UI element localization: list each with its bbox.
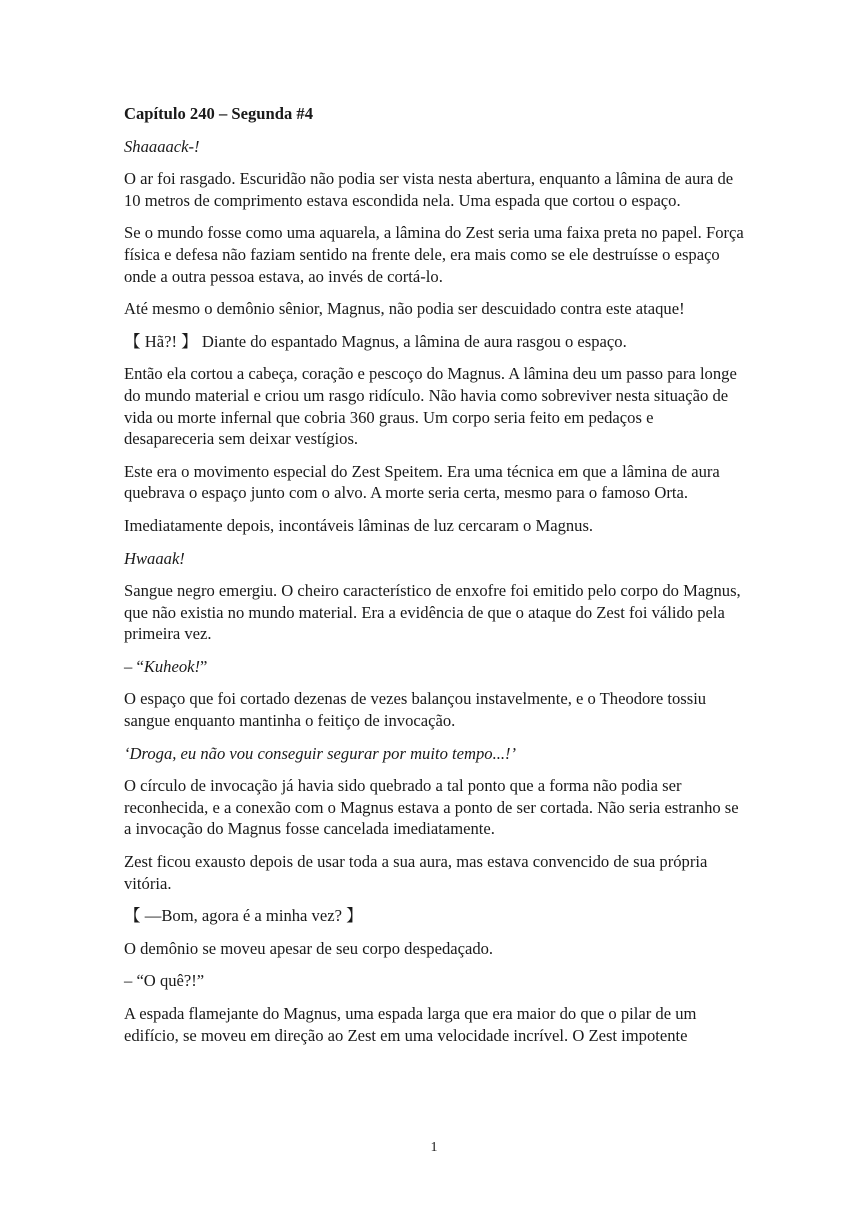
quote-prefix: – “: [124, 656, 144, 676]
paragraph-dialogue: [124, 656, 746, 678]
quote-suffix: ”: [200, 656, 208, 676]
paragraph-sfx-2: Hwaaak!: [124, 548, 185, 568]
paragraph: A espada flamejante do Magnus, uma espada larga que era maior do que o pilar de um edifício, se moveu em direção ao Zest em uma velocidade incrível. O Zest impotente: [124, 1004, 697, 1045]
paragraph: O demônio se moveu apesar de seu corpo despedaçado.: [124, 938, 494, 958]
paragraph-dialogue: 【 —Bom, agora é a minha vez? 】: [124, 906, 363, 926]
paragraph-thought: ‘Droga, eu não vou conseguir segurar por muito tempo...!’: [124, 743, 517, 763]
page-number: 1: [430, 1140, 438, 1155]
paragraph: O ar foi rasgado. Escuridão não podia ser vista nesta abertura, enquanto a lâmina de aura de 10 metros de comprimento estava escondida nela. Uma espada que cortou o espaço.: [124, 169, 734, 210]
paragraph: Sangue negro emergiu. O cheiro característico de enxofre foi emitido pelo corpo do Magnus, que não existia no mundo material. Era a evidência de que o ataque do Zest foi válido pela primeira vez.: [124, 581, 741, 644]
paragraph-dialogue: – “O quê?!”: [124, 971, 205, 991]
paragraph-sfx-1: Shaaaack-!: [124, 136, 200, 156]
document-page: [124, 103, 746, 1057]
paragraph: Se o mundo fosse como uma aquarela, a lâmina do Zest seria uma faixa preta no papel. Força física e defesa não faziam sentido na frente dele, era mais como se ele destruísse o espaço onde a outra pessoa estava, ao invés de cortá-lo.: [124, 223, 744, 286]
paragraph: Então ela cortou a cabeça, coração e pescoço do Magnus. A lâmina deu um passo para longe do mundo material e criou um rasgo ridículo. Não havia como sobreviver nesta situação de vida ou morte infernal que cobria 360 graus. Um corpo seria feito em pedaços e desapareceria sem deixar vestígios.: [124, 364, 737, 449]
paragraph: O círculo de invocação já havia sido quebrado a tal ponto que a forma não podia ser reconhecida, e a conexão com o Magnus estava a ponto de ser cortada. Não seria estranho se a invocação do Magnus fosse cancelada imediatamente.: [124, 776, 739, 839]
chapter-title: Capítulo 240 – Segunda #4: [124, 104, 314, 123]
paragraph: Até mesmo o demônio sênior, Magnus, não podia ser descuidado contra este ataque!: [124, 299, 685, 319]
paragraph-dialogue: 【 Hã?! 】 Diante do espantado Magnus, a lâmina de aura rasgou o espaço.: [124, 331, 627, 351]
paragraph: Este era o movimento especial do Zest Speitem. Era uma técnica em que a lâmina de aura quebrava o espaço junto com o alvo. A morte seria certa, mesmo para o famoso Orta.: [124, 461, 720, 503]
paragraph: Imediatamente depois, incontáveis lâminas de luz cercaram o Magnus.: [124, 515, 594, 535]
paragraph: O espaço que foi cortado dezenas de vezes balançou instavelmente, e o Theodore tossiu sangue enquanto mantinha o feitiço de invocação.: [124, 689, 707, 731]
quote-italic: Kuheok!: [143, 656, 201, 676]
paragraph: Zest ficou exausto depois de usar toda a sua aura, mas estava convencido de sua própria vitória.: [124, 852, 708, 893]
